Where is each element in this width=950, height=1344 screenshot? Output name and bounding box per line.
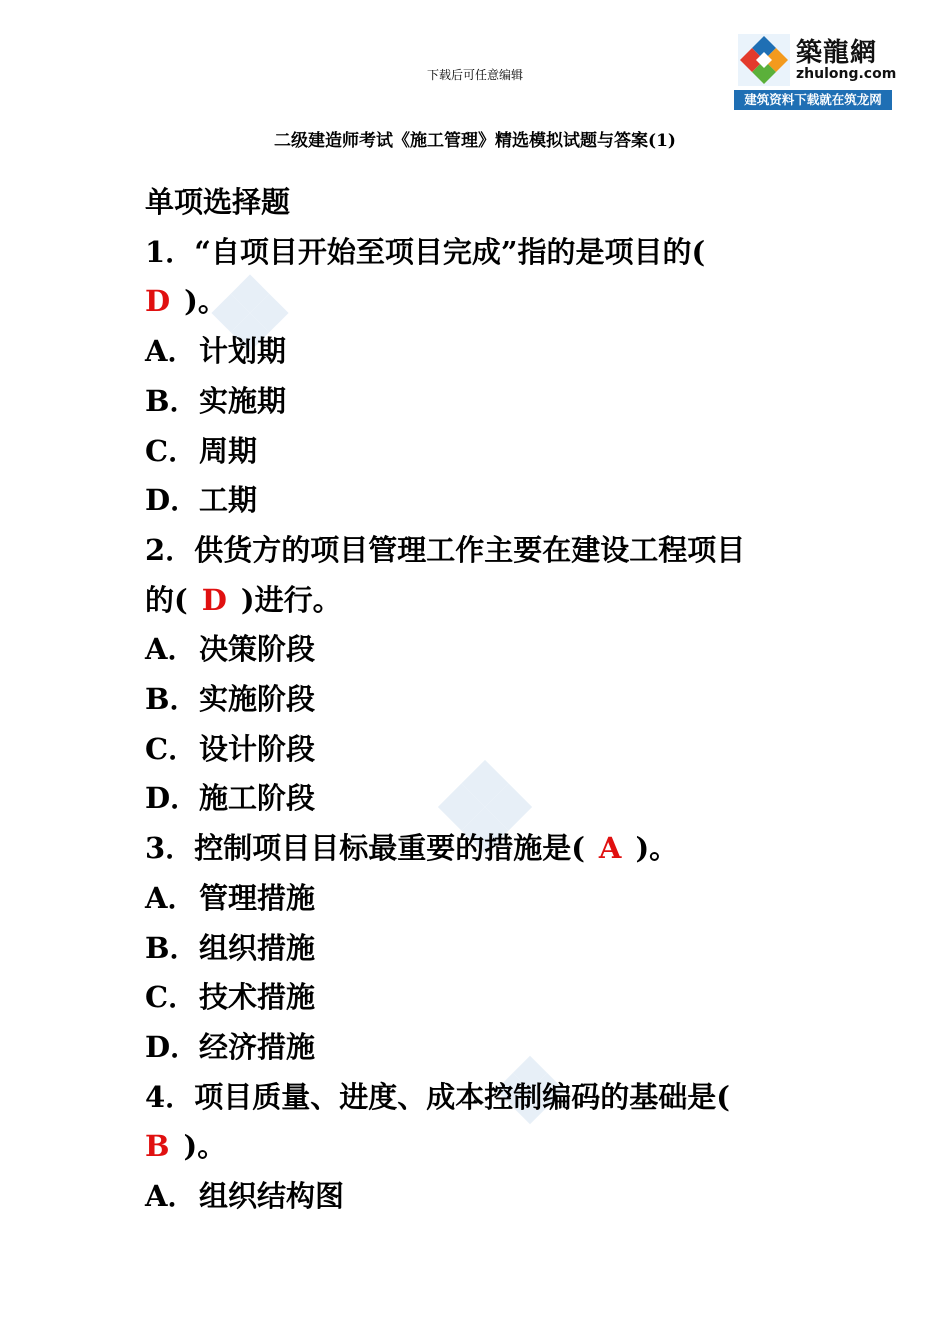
question-text-end: )。 — [635, 831, 679, 866]
question-text-end: )。 — [183, 1129, 227, 1164]
answer-mark: D — [145, 284, 171, 319]
option-item — [145, 625, 825, 675]
answer-mark: D — [201, 582, 227, 617]
option-letter: D． — [145, 483, 200, 518]
option-item — [145, 973, 825, 1023]
section-heading: 单项选择题 — [145, 185, 291, 219]
option-item — [145, 377, 825, 427]
option-letter: D． — [145, 781, 200, 816]
option-item — [145, 675, 825, 725]
question-text-end: )进行。 — [240, 582, 342, 617]
question-4-answer-line — [145, 1122, 825, 1172]
option-text: 经济措施 — [199, 1029, 316, 1064]
option-item — [145, 476, 825, 526]
option-text: 实施阶段 — [199, 682, 316, 717]
option-letter: A． — [145, 334, 197, 369]
option-item — [145, 874, 825, 924]
option-item — [145, 1172, 825, 1222]
document-body — [145, 178, 825, 1222]
option-text: 周期 — [199, 433, 258, 468]
option-text: 组织结构图 — [199, 1179, 345, 1214]
option-letter: B． — [145, 682, 199, 717]
header-note: 下载后可任意编辑 — [426, 68, 523, 82]
option-letter: B． — [145, 930, 199, 965]
option-text: 施工阶段 — [199, 781, 316, 816]
option-letter: C． — [145, 980, 198, 1015]
logo-name-cn: 築龍網 — [796, 38, 878, 68]
question-text: “自项目开始至项目完成”指的是项目的( — [194, 234, 706, 269]
option-item — [145, 774, 825, 824]
question-3-stem — [145, 824, 825, 874]
option-letter: D． — [145, 1029, 200, 1064]
question-number: 3． — [145, 831, 195, 866]
option-item — [145, 924, 825, 974]
option-letter: A． — [145, 632, 197, 667]
option-text: 组织措施 — [199, 930, 316, 965]
option-letter: C． — [145, 433, 198, 468]
option-letter: A． — [145, 880, 197, 915]
question-2-stem — [145, 526, 825, 576]
question-number: 1． — [145, 234, 195, 269]
answer-mark: A — [598, 831, 622, 866]
document-title: 二级建造师考试《施工管理》精选模拟试题与答案(1) — [274, 131, 676, 151]
question-text: 供货方的项目管理工作主要在建设工程项目 — [194, 532, 746, 567]
logo-mark-icon — [736, 32, 792, 88]
question-text-cont: 的( — [145, 582, 188, 617]
option-text: 计划期 — [199, 334, 287, 369]
question-text: 控制项目目标最重要的措施是( — [194, 831, 585, 866]
logo-tagline: 建筑资料下载就在筑龙网 — [734, 90, 892, 110]
question-4-stem — [145, 1073, 825, 1123]
option-item — [145, 327, 825, 377]
option-letter: B． — [145, 383, 199, 418]
question-number: 4． — [145, 1079, 195, 1114]
answer-mark: B — [145, 1129, 170, 1164]
question-1-answer-line — [145, 277, 825, 327]
option-item — [145, 725, 825, 775]
question-2-answer-line — [145, 576, 825, 626]
logo-name-en: zhulong.com — [796, 66, 897, 82]
option-letter: C． — [145, 731, 198, 766]
option-text: 技术措施 — [199, 980, 316, 1015]
question-text-end: )。 — [184, 284, 227, 319]
option-text: 实施期 — [199, 383, 287, 418]
option-item — [145, 427, 825, 477]
option-text: 工期 — [199, 483, 258, 518]
question-1-stem — [145, 228, 825, 278]
question-text: 项目质量、进度、成本控制编码的基础是( — [194, 1079, 730, 1114]
option-text: 管理措施 — [199, 880, 316, 915]
option-item — [145, 1023, 825, 1073]
zhulong-logo[interactable] — [734, 30, 897, 110]
option-text: 设计阶段 — [199, 731, 316, 766]
question-number: 2． — [145, 532, 195, 567]
option-text: 决策阶段 — [199, 632, 316, 667]
option-letter: A． — [145, 1179, 197, 1214]
logo-badge — [734, 30, 897, 90]
